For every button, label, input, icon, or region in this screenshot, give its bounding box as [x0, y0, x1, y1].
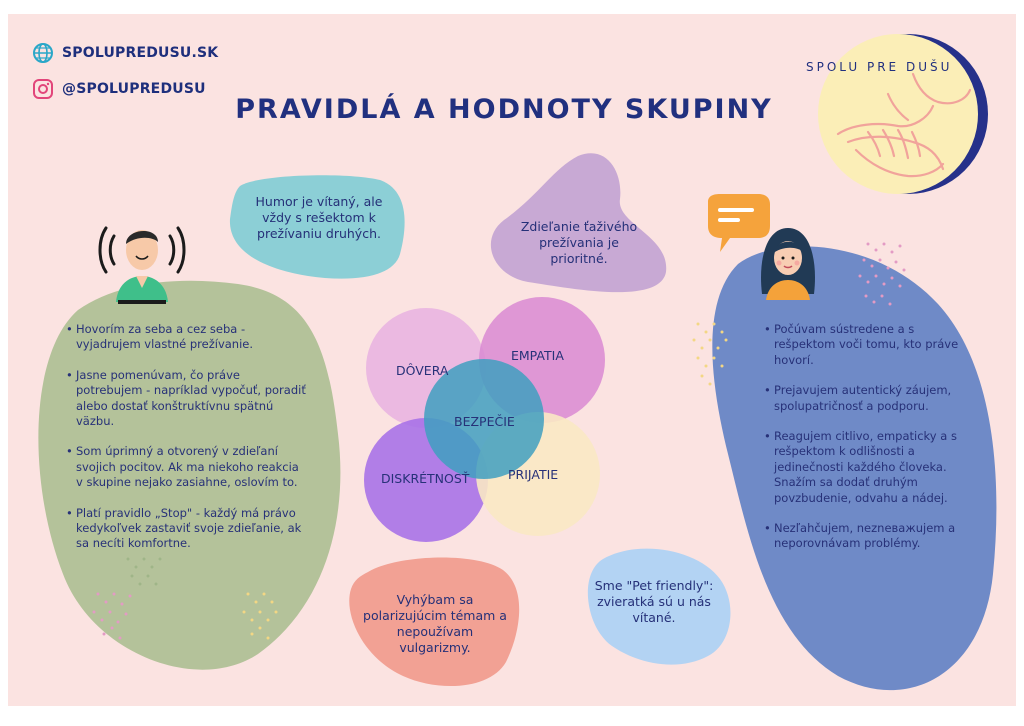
avoid-note: Vyhýbam sa polarizujúcim témam a nepoužívam vulgarizmy.: [363, 592, 507, 655]
website-link[interactable]: [32, 42, 218, 64]
value-dovera: DÔVERA: [396, 363, 449, 378]
list-item: • Platí pravidlo „Stop" - každý má právo kedykoľvek zastaviť svoje zdieľanie, ak sa necíti komfortne.: [66, 506, 308, 552]
value-diskretnost: DISKRÉTNOSŤ: [381, 471, 470, 486]
moon-circle: [818, 34, 978, 194]
list-item: • Som úprimný a otvorený v zdieľaní svojich pocitov. Ak ma niekoho reakcia v skupine nejako zasiahne, oslovím to.: [66, 444, 308, 490]
pets-note: Sme "Pet friendly": zvieratká sú u nás vítané.: [594, 578, 714, 625]
list-item: • Počúvam sústredene a s rešpektom voči tomu, kto práve hovorí.: [764, 322, 964, 368]
left-rules-list: [66, 322, 308, 567]
list-item: • Prejavujem autentický záujem, spolupatričnosť a podporu.: [764, 383, 964, 414]
poster: [8, 14, 1016, 706]
right-rules-list: [764, 322, 964, 567]
list-item: • Jasne pomenúvam, čo práve potrebujem - napríklad vypočuť, poradiť alebo dostať konštruktívnu spätnú väzbu.: [66, 368, 308, 430]
value-bezpecie: BEZPEČIE: [454, 414, 515, 429]
instagram-text: @SPOLUPREDUSU: [62, 81, 206, 97]
list-item: • Reagujem citlivo, empaticky a s rešpektom k odlišnosti a jedinečnosti každého človeka. Snažím sa dodať druhým povzbudenie, odvahu a nádej.: [764, 429, 964, 506]
sharing-note: Zdieľanie ťaživého prežívania je prioritné.: [520, 219, 638, 266]
list-item: • Hovorím za seba a cez seba - vyjadrujem vlastné prežívanie.: [66, 322, 308, 353]
humor-note: Humor je vítaný, ale vždy s rešektom k prežívaniu druhých.: [255, 194, 383, 241]
website-text: SPOLUPREDUSU.SK: [62, 45, 219, 61]
value-prijatie: PRIJATIE: [508, 467, 559, 482]
man-avatar: [92, 210, 192, 306]
instagram-icon: [32, 78, 54, 100]
instagram-link[interactable]: [32, 78, 206, 100]
page-title: PRAVIDLÁ A HODNOTY SKUPINY: [235, 94, 773, 125]
list-item: • Nezľahčujem, nezneважujem a neporovnávam problémy.: [764, 521, 964, 552]
brand-name: SPOLU PRE DUŠU: [806, 60, 953, 74]
globe-icon: [32, 42, 54, 64]
woman-avatar: [752, 220, 824, 300]
value-empatia: EMPATIA: [511, 348, 564, 363]
